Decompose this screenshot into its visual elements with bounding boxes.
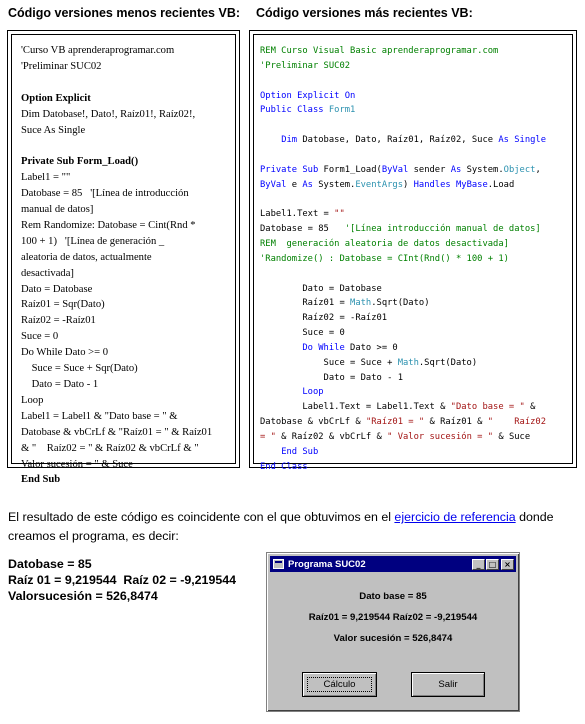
vbnet-code-line	[260, 356, 572, 371]
vb6-code-line: Label1 = Label1 & "Dato base = " &	[21, 410, 178, 422]
code-token: & Raíz02 & vbCrLf &	[275, 431, 388, 442]
code-token: ""	[334, 209, 345, 220]
code-token: Dato = Datobase	[260, 283, 382, 294]
vbnet-code-line	[260, 296, 572, 311]
code-token: Private Sub	[260, 164, 319, 175]
vb6-code-line: manual de datos]	[21, 204, 94, 216]
code-token: = "	[260, 431, 276, 442]
code-token: End Class	[260, 461, 308, 472]
code-token: End Sub	[281, 446, 319, 457]
vb6-code-line	[21, 138, 231, 154]
code-token: "Raíz01 = "	[365, 417, 425, 428]
vbnet-code-line	[260, 445, 572, 460]
code-token: e	[286, 179, 303, 190]
code-token: Form1_Load(	[318, 164, 382, 175]
result-paragraph	[8, 508, 578, 546]
vbnet-code-line	[260, 192, 572, 207]
code-token: As Single	[498, 135, 547, 146]
code-token: Suce = 0	[260, 328, 345, 339]
vbnet-code-line	[260, 103, 572, 118]
vb6-code-line: 'Preliminar SUC02	[21, 60, 102, 72]
label-raices: Raíz01 = 9,219544 Raíz02 = -9,219544	[308, 612, 478, 623]
vb6-code-line: Datobase = 85 '[Línea de introducción	[21, 188, 189, 200]
vb6-code-line: Suce = 0	[21, 331, 59, 343]
vb6-code-line: aleatoria de datos, actualmente	[21, 251, 152, 263]
code-token: Do While	[302, 342, 345, 353]
vbnet-code-line	[260, 267, 572, 282]
window-titlebar[interactable]	[270, 556, 516, 572]
code-token: )	[403, 179, 414, 190]
vb6-code-line: Suce As Single	[21, 124, 86, 136]
code-token: Public Class	[260, 105, 329, 116]
code-token: Dato = Dato - 1	[260, 372, 403, 383]
vb6-code-line: End Sub	[21, 474, 61, 486]
reference-exercise-link[interactable]: ejercicio de referencia	[394, 510, 516, 524]
vb6-code-box	[7, 30, 240, 486]
vbnet-code-line	[260, 44, 572, 59]
vbnet-code-line	[260, 207, 572, 222]
vbnet-code-line	[260, 178, 572, 193]
window-title: Programa SUC02	[288, 558, 366, 570]
code-token: Object	[503, 164, 536, 175]
code-token: Math	[397, 357, 419, 368]
vbnet-code-line	[260, 148, 572, 163]
code-token: ByVal	[381, 164, 409, 175]
vb6-code-listing	[12, 35, 235, 488]
code-token	[260, 447, 281, 457]
code-token: sender	[408, 164, 451, 175]
code-token: .Sqrt(Dato)	[418, 357, 478, 368]
code-token: " Raíz02	[487, 417, 547, 428]
code-token: EventArgs	[355, 179, 404, 190]
vb6-code-line: Loop	[21, 394, 44, 406]
vbnet-code-line	[260, 118, 572, 133]
calculo-button[interactable]	[302, 672, 377, 697]
vbnet-code-line	[260, 89, 572, 104]
vbnet-code-line	[260, 385, 572, 400]
code-token: Math	[350, 298, 372, 309]
code-token: As	[302, 179, 313, 190]
code-token: & Raíz01 &	[424, 417, 488, 428]
paragraph-text-after: donde creamos el programa, es decir:	[8, 510, 554, 543]
vbnet-code-line	[260, 400, 572, 415]
code-token: Datobase = 85	[260, 224, 345, 235]
vb6-code-frame	[11, 34, 236, 486]
vb6-code-line: Dato = Datobase	[21, 283, 93, 295]
code-token: "Dato base = "	[450, 402, 525, 413]
vb6-code-line: Datobase & vbCrLf & "Raíz01 = " & Raíz01	[21, 426, 213, 438]
code-token: REM generación aleatoria de datos desactivada]	[260, 238, 509, 249]
vbnet-code-line	[260, 415, 572, 430]
results-block	[8, 557, 236, 605]
vb6-code-line: 100 + 1) '[Línea de generación _	[21, 235, 165, 247]
vb6-code-line: Raíz02 = -Raíz01	[21, 315, 96, 327]
vb6-code-line: Dim Datobase!, Dato!, Raíz01!, Raíz02!,	[21, 108, 196, 120]
code-token: Loop	[302, 387, 324, 398]
maximize-button[interactable]: □	[486, 559, 499, 570]
vb6-code-line: Raíz01 = Sqr(Dato)	[21, 299, 105, 311]
code-token: As	[450, 164, 462, 175]
vbnet-code-line	[260, 311, 572, 326]
salir-button-label: Salir	[438, 679, 458, 690]
vb6-code-line: Valor sucesión = " & Suce	[21, 458, 133, 470]
code-token: System.	[461, 164, 504, 175]
code-token: Raíz01 =	[260, 298, 351, 309]
minimize-button[interactable]: _	[472, 559, 485, 570]
vbnet-code-frame	[253, 34, 573, 472]
vbnet-code-line	[260, 326, 572, 341]
code-token: 'Randomize() : Datobase = CInt(Rnd() * 100 + 1)	[260, 253, 509, 264]
code-token: Datobase & vbCrLf &	[260, 417, 366, 428]
vbnet-code-line	[260, 252, 572, 267]
vb6-code-line: desactivada]	[21, 267, 74, 279]
label-sucesion: Valor sucesión = 526,8474	[333, 633, 453, 644]
code-token: Form1	[328, 105, 356, 116]
code-token: ,	[535, 164, 541, 175]
code-token	[260, 343, 302, 353]
code-token: Label1.Text =	[260, 209, 335, 220]
code-token: '[Línea introducción manual de datos]	[344, 224, 541, 235]
vbnet-code-line	[260, 133, 572, 148]
code-token: Dim	[281, 135, 298, 146]
code-token: MyBase	[455, 179, 488, 190]
vbnet-code-line	[260, 237, 572, 252]
app-icon	[273, 559, 284, 569]
code-token: 'Preliminar SUC02	[260, 60, 351, 71]
vbnet-code-listing	[254, 35, 572, 474]
code-token: Handles	[413, 179, 451, 190]
code-token: .Sqrt(Dato)	[371, 298, 430, 309]
code-token: Dato >= 0	[344, 342, 398, 353]
vb6-code-line: 'Curso VB aprenderaprogramar.com	[21, 45, 175, 56]
vbnet-code-line	[260, 59, 572, 74]
vb6-code-line: Rem Randomize: Datobase = Cint(Rnd *	[21, 219, 196, 231]
vb6-code-line: Option Explicit	[21, 92, 91, 104]
label-dato-base: Dato base = 85	[359, 591, 427, 602]
code-token: Suce = Suce +	[260, 357, 398, 368]
vb6-code-line: Suce = Suce + Sqr(Dato)	[21, 363, 138, 375]
code-token: Raíz02 = -Raíz01	[260, 313, 388, 324]
vbnet-code-line	[260, 460, 572, 475]
code-token: .Load	[487, 179, 515, 190]
program-window	[266, 552, 520, 712]
vbnet-code-line	[260, 74, 572, 89]
result-sucesion: Valorsucesión = 526,8474	[8, 588, 158, 603]
vb6-code-line: Private Sub Form_Load()	[21, 156, 139, 168]
code-token: " Valor sucesión = "	[387, 431, 494, 442]
result-raices: Raíz 01 = 9,219544 Raíz 02 = -9,219544	[8, 572, 237, 587]
vbnet-code-line	[260, 341, 572, 356]
vbnet-code-line	[260, 163, 572, 178]
code-token	[260, 135, 281, 145]
vb6-code-line: Label1 = ""	[21, 172, 71, 184]
salir-button[interactable]	[411, 672, 485, 697]
heading-newer-versions: Código versiones más recientes VB:	[256, 6, 473, 20]
vb6-code-line: & " Raíz02 = " & Raíz02 & vbCrLf & "	[21, 442, 199, 454]
code-token: Label1.Text = Label1.Text &	[260, 402, 451, 413]
vbnet-code-line	[260, 371, 572, 386]
code-token: REM Curso Visual Basic aprenderaprogramar.com	[260, 46, 499, 56]
vbnet-code-line	[260, 282, 572, 297]
calculo-button-label: Cálculo	[323, 679, 356, 690]
vbnet-code-line	[260, 430, 572, 445]
heading-older-versions: Código versiones menos recientes VB:	[8, 6, 241, 20]
close-button[interactable]: ×	[501, 559, 514, 570]
vbnet-code-line	[260, 222, 572, 237]
result-datobase: Datobase = 85	[8, 557, 92, 571]
paragraph-text-before: El resultado de este código es coincidente con el que obtuvimos en el	[8, 510, 395, 524]
vb6-code-line: Do While Dato >= 0	[21, 347, 109, 359]
vb6-code-line: Dato = Dato - 1	[21, 379, 99, 390]
code-token: System.	[312, 179, 356, 190]
code-token: Option Explicit On	[260, 90, 356, 101]
code-token: Datobase, Dato, Raíz01, Raíz02, Suce	[297, 135, 499, 146]
code-token	[260, 387, 302, 397]
vb6-code-line	[21, 75, 231, 91]
code-token: & Suce	[493, 431, 531, 442]
code-token: &	[524, 402, 536, 413]
code-token: ByVal	[260, 179, 287, 190]
vbnet-code-box	[249, 30, 577, 472]
